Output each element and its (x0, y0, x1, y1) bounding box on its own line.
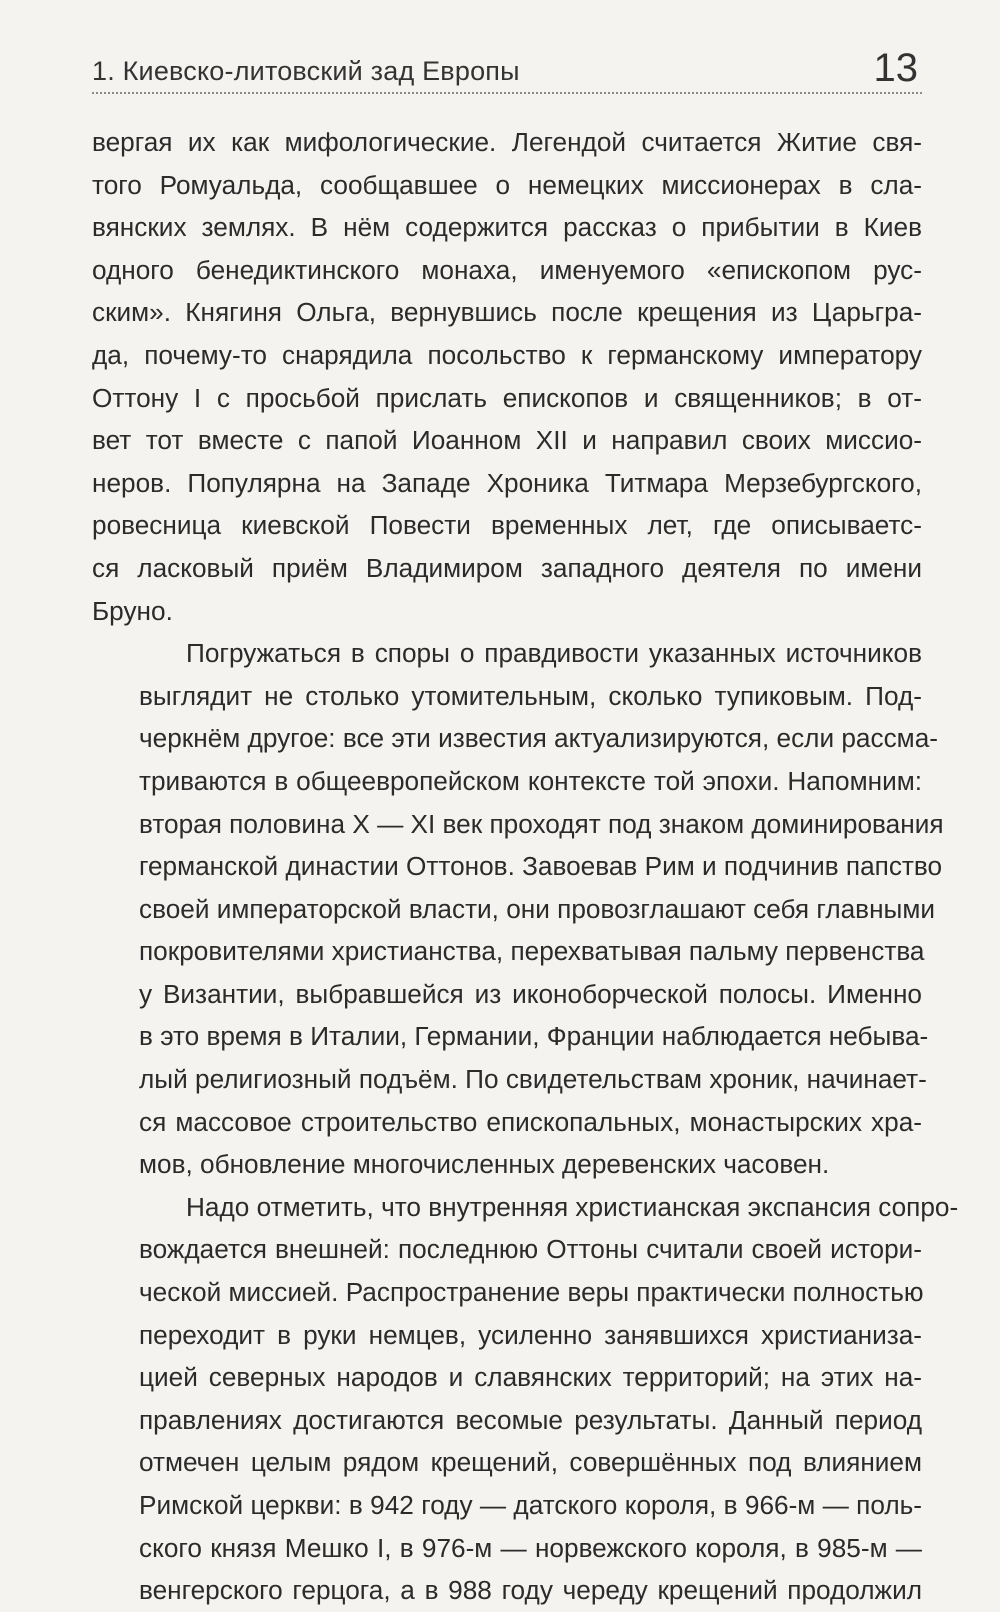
page-number: 13 (873, 46, 918, 90)
text-line: Оттону I с просьбой прислать епископов и священников; в от- (92, 382, 922, 413)
text-line: германской династии Оттонов. Завоевав Рим и подчинив папство (139, 851, 943, 882)
text-line: выглядит не столько утомительным, сколько тупиковым. Под- (139, 680, 922, 711)
text-line: правлениях достигаются весомые результаты. Данный период (139, 1404, 922, 1435)
text-line: того Ромуальда, сообщавшее о немецких миссионерах в сла- (92, 169, 922, 200)
paragraph-1 (92, 121, 922, 632)
text-line: Погружаться в споры о правдивости указанных источников (186, 638, 922, 669)
text-line: ся ласковый приём Владимиром западного деятеля по имени (92, 552, 922, 583)
text-line: ся массовое строительство епископальных, монастырских хра- (139, 1106, 922, 1137)
text-line: да, почему-то снарядила посольство к германскому императору (92, 339, 922, 370)
text-line: в это время в Италии, Германии, Франции наблюдается небыва- (139, 1021, 929, 1052)
text-line: неров. Популярна на Западе Хроника Титмара Мерзебургского, (92, 467, 922, 498)
text-line: ческой миссией. Распространение веры практически полностью (139, 1277, 924, 1308)
text-line: ровесница киевской Повести временных лет, где описываетс- (92, 510, 922, 541)
paragraph-3 (92, 1186, 959, 1612)
text-line: цией северных народов и славянских территорий; на этих на- (139, 1362, 922, 1393)
text-line: отмечен целым рядом крещений, совершённых под влиянием (139, 1447, 922, 1478)
text-line: Надо отметить, что внутренняя христианская экспансия сопро- (186, 1191, 959, 1222)
text-line: одного бенедиктинского монаха, именуемого «епископом рус- (92, 254, 922, 285)
running-header (92, 42, 922, 94)
body-text (92, 121, 959, 1612)
text-line: переходит в руки немцев, усиленно занявшихся христианиза- (139, 1319, 922, 1350)
text-line: у Византии, выбравшейся из иконоборческой полосы. Именно (139, 978, 922, 1009)
text-line: Римской церкви: в 942 году — датского короля, в 966-м — поль- (139, 1490, 922, 1520)
text-line: черкнём другое: все эти известия актуализируются, если рассма- (139, 723, 938, 754)
text-line: вторая половина X — XI век проходят под знаком доминирования (139, 808, 944, 839)
text-line: вянских землях. В нём содержится рассказ о прибытии в Киев (92, 212, 922, 243)
text-line: ского князя Мешко I, в 976-м — норвежского короля, в 985-м — (139, 1532, 922, 1563)
text-line: вет тот вместе с папой Иоанном XII и направил своих миссио- (92, 425, 922, 456)
text-line: покровителями христианства, перехватывая пальму первенства (139, 936, 925, 967)
chapter-title: 1. Киевско-литовский зад Европы (92, 56, 520, 86)
text-line: вергая их как мифологические. Легендой считается Житие свя- (92, 127, 922, 157)
text-line: мов, обновление многочисленных деревенских часовен. (139, 1149, 830, 1180)
text-line: ским». Княгиня Ольга, вернувшись после крещения из Царьгра- (92, 297, 922, 328)
text-line: вождается внешней: последнюю Оттоны считали своей истори- (139, 1234, 922, 1265)
text-line: Бруно. (92, 595, 173, 626)
text-line: своей императорской власти, они провозглашают себя главными (139, 893, 935, 924)
text-line: венгерского герцога, а в 988 году череду крещений продолжил (139, 1575, 922, 1606)
text-line: триваются в общеевропейском контексте той эпохи. Напомним: (139, 765, 922, 796)
text-line: лый религиозный подъём. По свидетельствам хроник, начинает- (139, 1064, 927, 1095)
paragraph-2 (92, 632, 944, 1186)
